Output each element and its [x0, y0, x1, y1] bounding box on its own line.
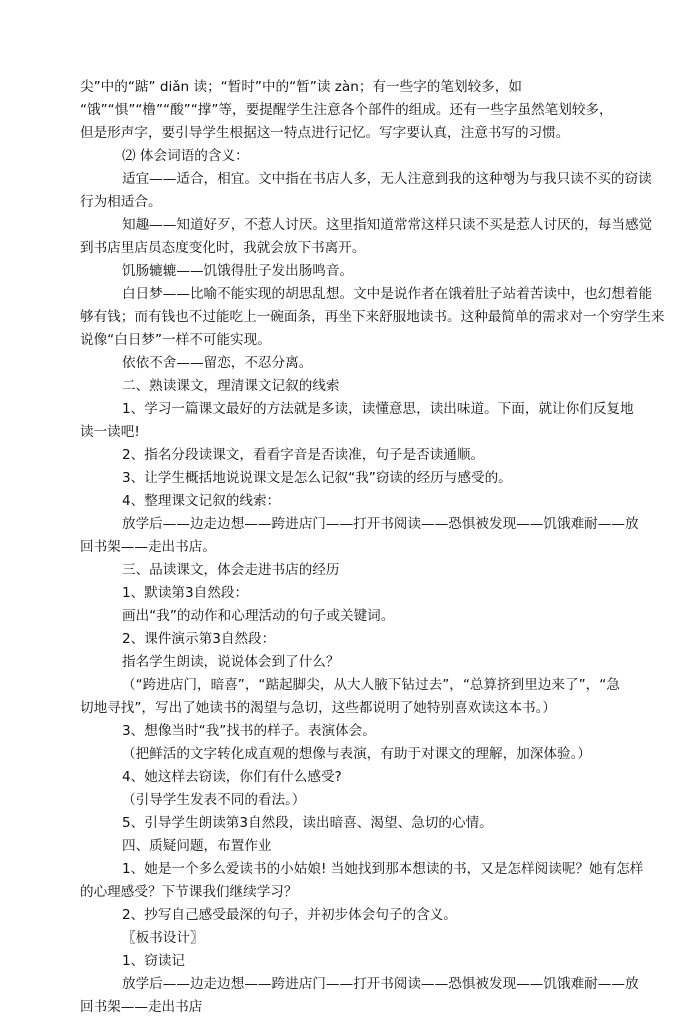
text-line: 3、想像当时“我”找书的样子。表演体会。 [122, 723, 376, 739]
text-line: 1、她是一个多么爱读书的小姑娘! 当她找到那本想读的书，又是怎样阅读呢？她有怎样 [122, 861, 644, 877]
text-line: 1、默读第3自然段： [122, 585, 249, 601]
text-line: 说像“白日梦”一样不可能实现。 [80, 332, 271, 348]
text-line: （“跨进店门，暗喜”，“踮起脚尖，从大人腋下钻过去”，“总算挤到里边来了”，“急 [122, 677, 620, 693]
text-line: 三、品读课文，体会走进书店的经历 [122, 562, 340, 578]
text-line: 放学后——边走边想——跨进店门——打开书阅读——恐惧被发现——饥饿难耐——放 [122, 516, 639, 532]
text-line: 1、窃读记 [122, 953, 186, 969]
text-line: 〖板书设计〗 [122, 930, 204, 946]
text-line: 切地寻找”，写出了她读书的渴望与急切，这些都说明了她特别喜欢读这本书。） [80, 700, 557, 716]
text-line: 白日梦——比喻不能实现的胡思乱想。文中是说作者在饿着肚子站着苦读中，也幻想着能 [122, 286, 653, 302]
document-body [80, 76, 665, 1019]
text-line: ⑵ 体会词语的含义： [122, 148, 249, 164]
text-line: 尖”中的“踮” diǎn 读；“暂时”中的“暂”读 zàn；有一些字的笔划较多，如 [80, 79, 522, 95]
text-line: 指名学生朗读，说说体会到了什么？ [122, 654, 340, 670]
text-line: 放学后——边走边想——跨进店门——打开书阅读——恐惧被发现——饥饿难耐——放 [122, 976, 639, 992]
text-line: 3、让学生概括地说说课文是怎么记叙“我”窃读的经历与感受的。 [122, 470, 512, 486]
text-line: 2、课件演示第3自然段： [122, 631, 276, 647]
text-line: 够有钱；而有钱也不过能吃上一碗面条，再坐下来舒服地读书。这种最简单的需求对一个穷学生来 [80, 309, 665, 325]
text-line: 知趣——知道好歹，不惹人讨厌。这里指知道常常这样只读不买是惹人讨厌的，每当感觉 [122, 217, 653, 233]
text-line: 画出“我”的动作和心理活动的句子或关键词。 [122, 608, 395, 624]
text-line: （引导学生发表不同的看法。） [122, 792, 306, 808]
text-line: 1、学习一篇课文最好的方法就是多读，读懂意思，读出味道。下面，就让你们反复地 [122, 401, 634, 417]
text-line: 适宜——适合，相宜。文中指在书店人多，无人注意到我的这种행为与我只读不买的窃读 [122, 171, 652, 187]
text-line: 但是形声字，要引导学生根据这一特点进行记忆。写字要认真，注意书写的习惯。 [80, 125, 570, 141]
text-line: 依依不舍——留恋，不忍分离。 [122, 355, 313, 371]
text-line: 回书架——走出书店 [80, 999, 203, 1015]
text-line: 4、整理课文记叙的线索： [122, 493, 281, 509]
text-line: 行为相适合。 [80, 194, 162, 210]
text-line: 四、质疑问题，布置作业 [122, 838, 272, 854]
text-line: 4、她这样去窃读，你们有什么感受? [122, 769, 342, 785]
text-line: 的心理感受？下节课我们继续学习？ [80, 884, 298, 900]
text-line: 2、抄写自己感受最深的句子，并初步体会句子的含义。 [122, 907, 457, 923]
text-line: 回书架——走出书店。 [80, 539, 216, 555]
text-line: “饿”“惧”“橹”“酸”“撑”等，要提醒学生注意各个部件的组成。还有一些字虽然笔划较多， [80, 102, 613, 118]
text-line: 5、引导学生朗读第3自然段，读出暗喜、渴望、急切的心情。 [122, 815, 493, 831]
text-line: 到书店里店员态度变化时，我就会放下书离开。 [80, 240, 366, 256]
text-line: 二、熟读课文，理清课文记叙的线索 [122, 378, 340, 394]
text-line: （把鲜活的文字转化成直观的想像与表演，有助于对课文的理解，加深体验。） [122, 746, 591, 762]
text-line: 读一读吧! [80, 424, 140, 440]
text-line: 2、指名分段读课文，看看字音是否读准，句子是否读通顺。 [122, 447, 485, 463]
text-line: 饥肠辘辘——饥饿得肚子发出肠鸣音。 [122, 263, 354, 279]
